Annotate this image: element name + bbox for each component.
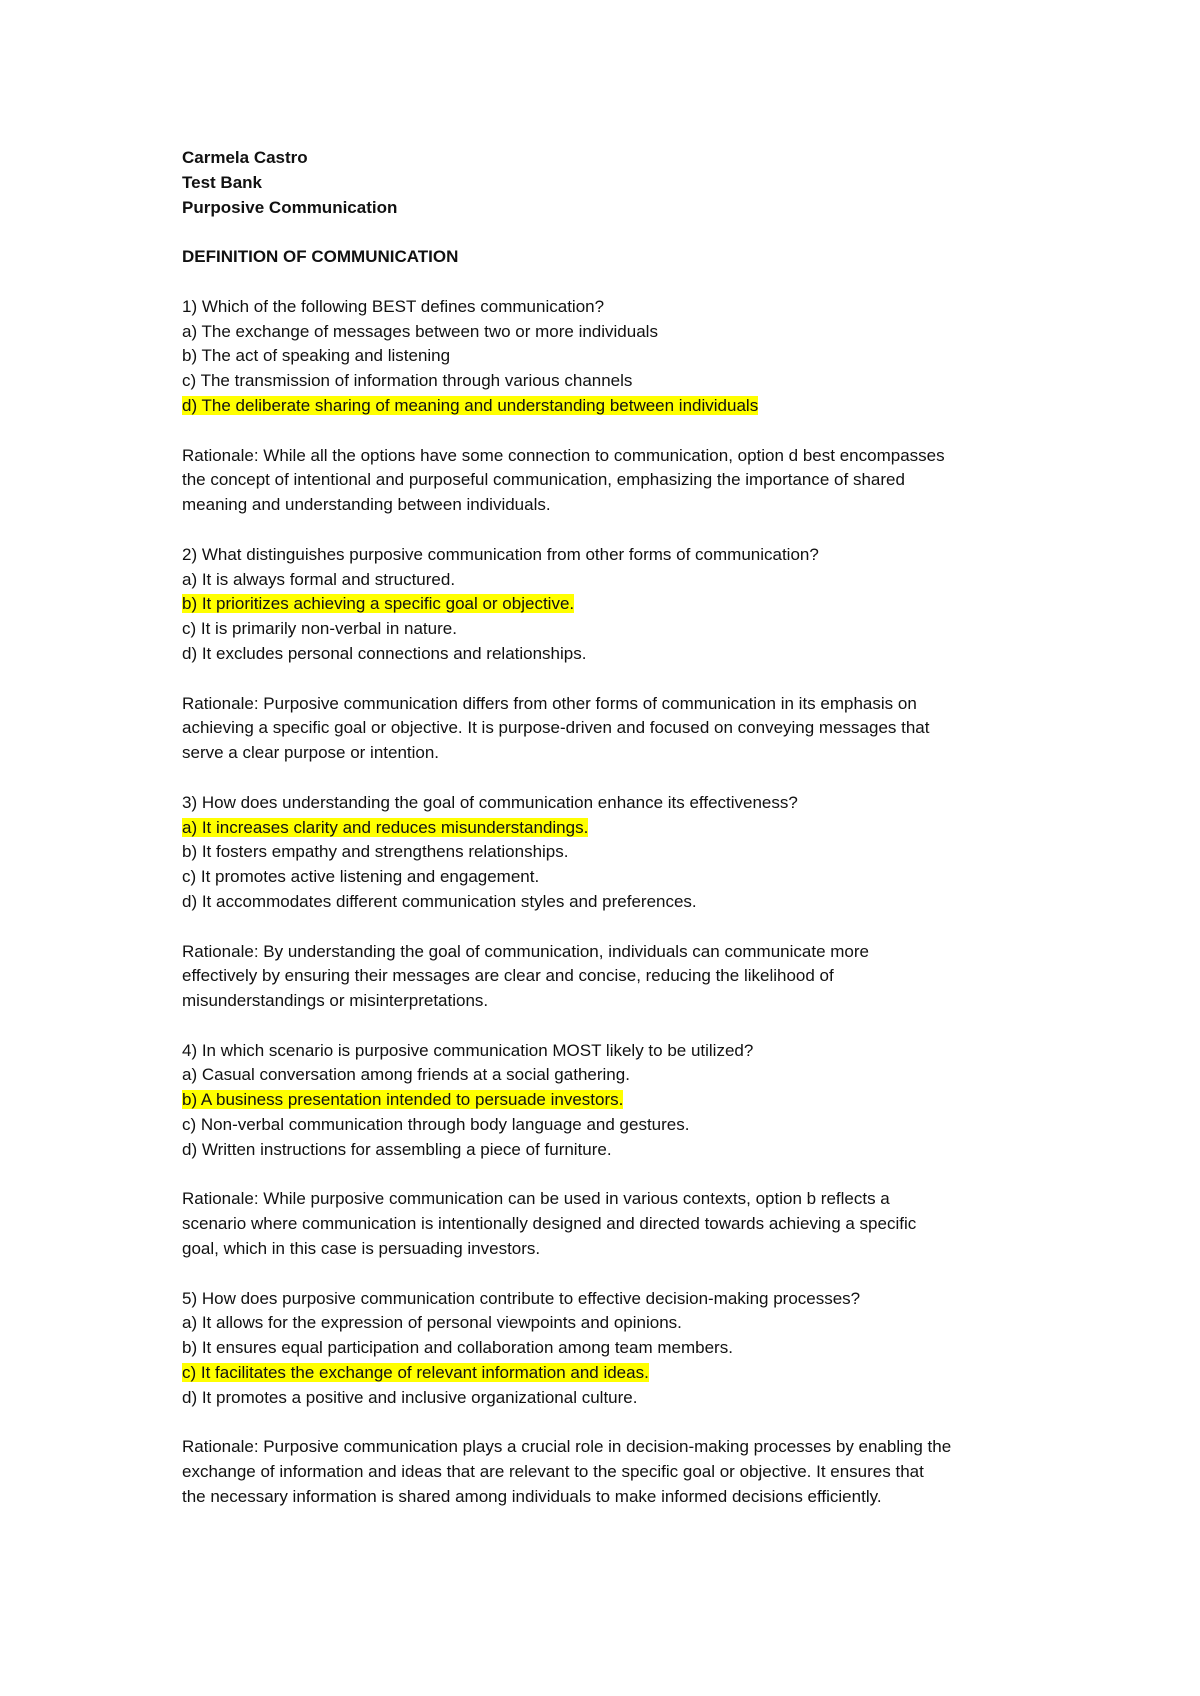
answer-text: b) The act of speaking and listening	[182, 346, 451, 366]
answer-text: c) The transmission of information through various channels	[182, 371, 633, 391]
answer-option	[182, 865, 1062, 890]
answer-option	[182, 617, 1062, 642]
highlighted-answer-text: d) The deliberate sharing of meaning and understanding between individuals	[182, 395, 759, 415]
answer-option	[182, 1386, 1062, 1411]
rationale-paragraph	[182, 1435, 1062, 1509]
answer-option	[182, 1113, 1062, 1138]
rationale-paragraph	[182, 1187, 1062, 1261]
answer-option	[182, 890, 1062, 915]
spacer	[182, 270, 1062, 295]
spacer	[182, 518, 1062, 543]
question-block	[182, 1039, 1062, 1287]
question-prompt: 5) How does purposive communication contribute to effective decision-making processes?	[182, 1288, 861, 1308]
answer-option	[182, 344, 1062, 369]
rationale-line: the necessary information is shared among individuals to make informed decisions efficiently.	[182, 1487, 882, 1507]
answer-text: d) Written instructions for assembling a piece of furniture.	[182, 1139, 612, 1159]
highlighted-answer-text: c) It facilitates the exchange of relevant information and ideas.	[182, 1363, 649, 1383]
answer-option	[182, 642, 1062, 667]
answer-option	[182, 369, 1062, 394]
question-prompt: 4) In which scenario is purposive communication MOST likely to be utilized?	[182, 1040, 754, 1060]
spacer	[182, 1014, 1062, 1039]
rationale-line: achieving a specific goal or objective. It is purpose-driven and focused on conveying messages that	[182, 718, 930, 738]
answer-option-correct	[182, 1361, 1062, 1386]
question-prompt: 1) Which of the following BEST defines communication?	[182, 296, 605, 316]
rationale-line: Rationale: Purposive communication differs from other forms of communication in its emphasis on	[182, 693, 917, 713]
spacer	[182, 1163, 1062, 1188]
rationale-line: Rationale: By understanding the goal of communication, individuals can communicate more	[182, 941, 869, 961]
rationale-line: scenario where communication is intentionally designed and directed towards achieving a specific	[182, 1214, 917, 1234]
spacer	[182, 220, 1062, 245]
answer-option	[182, 320, 1062, 345]
answer-text: d) It accommodates different communication styles and preferences.	[182, 891, 697, 911]
spacer	[182, 915, 1062, 940]
answer-text: c) It promotes active listening and engagement.	[182, 867, 540, 887]
document-type: Test Bank	[182, 172, 262, 192]
answer-option	[182, 1336, 1062, 1361]
question-block	[182, 1287, 1062, 1510]
spacer	[182, 419, 1062, 444]
rationale-line: Rationale: While all the options have some connection to communication, option d best encompasses	[182, 445, 945, 465]
spacer	[182, 1262, 1062, 1287]
document-content	[182, 146, 1062, 1510]
answer-option-correct	[182, 394, 1062, 419]
question-list	[182, 295, 1062, 1510]
section-title: DEFINITION OF COMMUNICATION	[182, 247, 459, 267]
rationale-line: meaning and understanding between individuals.	[182, 495, 551, 515]
rationale-line: the concept of intentional and purposeful communication, emphasizing the importance of shared	[182, 470, 905, 490]
answer-text: a) It is always formal and structured.	[182, 569, 456, 589]
rationale-line: goal, which in this case is persuading investors.	[182, 1239, 541, 1259]
answer-option-correct	[182, 592, 1062, 617]
question-prompt: 3) How does understanding the goal of communication enhance its effectiveness?	[182, 792, 798, 812]
answer-text: d) It excludes personal connections and relationships.	[182, 643, 587, 663]
rationale-paragraph	[182, 940, 1062, 1014]
answer-option-correct	[182, 816, 1062, 841]
answer-text: a) The exchange of messages between two or more individuals	[182, 321, 658, 341]
rationale-line: Rationale: Purposive communication plays a crucial role in decision-making processes by enabling the	[182, 1437, 952, 1457]
question-block	[182, 791, 1062, 1039]
rationale-line: effectively by ensuring their messages are clear and concise, reducing the likelihood of	[182, 966, 834, 986]
rationale-paragraph	[182, 692, 1062, 766]
highlighted-answer-text: b) A business presentation intended to persuade investors.	[182, 1090, 624, 1110]
answer-text: c) It is primarily non-verbal in nature.	[182, 619, 457, 639]
rationale-line: serve a clear purpose or intention.	[182, 743, 440, 763]
question-block	[182, 295, 1062, 543]
answer-option	[182, 840, 1062, 865]
spacer	[182, 766, 1062, 791]
course-title: Purposive Communication	[182, 197, 398, 217]
question-prompt: 2) What distinguishes purposive communication from other forms of communication?	[182, 544, 819, 564]
highlighted-answer-text: a) It increases clarity and reduces misunderstandings.	[182, 817, 589, 837]
answer-option	[182, 568, 1062, 593]
spacer	[182, 667, 1062, 692]
highlighted-answer-text: b) It prioritizes achieving a specific goal or objective.	[182, 594, 575, 614]
answer-option	[182, 1138, 1062, 1163]
rationale-paragraph	[182, 444, 1062, 518]
answer-text: d) It promotes a positive and inclusive organizational culture.	[182, 1387, 638, 1407]
answer-text: c) Non-verbal communication through body language and gestures.	[182, 1115, 690, 1135]
answer-text: b) It ensures equal participation and collaboration among team members.	[182, 1338, 733, 1358]
rationale-line: exchange of information and ideas that are relevant to the specific goal or objective. It ensures that	[182, 1462, 924, 1482]
answer-text: a) It allows for the expression of personal viewpoints and opinions.	[182, 1313, 682, 1333]
answer-option	[182, 1311, 1062, 1336]
answer-text: a) Casual conversation among friends at a social gathering.	[182, 1065, 630, 1085]
spacer	[182, 1411, 1062, 1436]
rationale-line: misunderstandings or misinterpretations.	[182, 991, 489, 1011]
question-block	[182, 543, 1062, 791]
answer-option	[182, 1063, 1062, 1088]
rationale-line: Rationale: While purposive communication can be used in various contexts, option b reflects a	[182, 1189, 890, 1209]
answer-text: b) It fosters empathy and strengthens relationships.	[182, 842, 569, 862]
answer-option-correct	[182, 1088, 1062, 1113]
author-name: Carmela Castro	[182, 148, 308, 167]
